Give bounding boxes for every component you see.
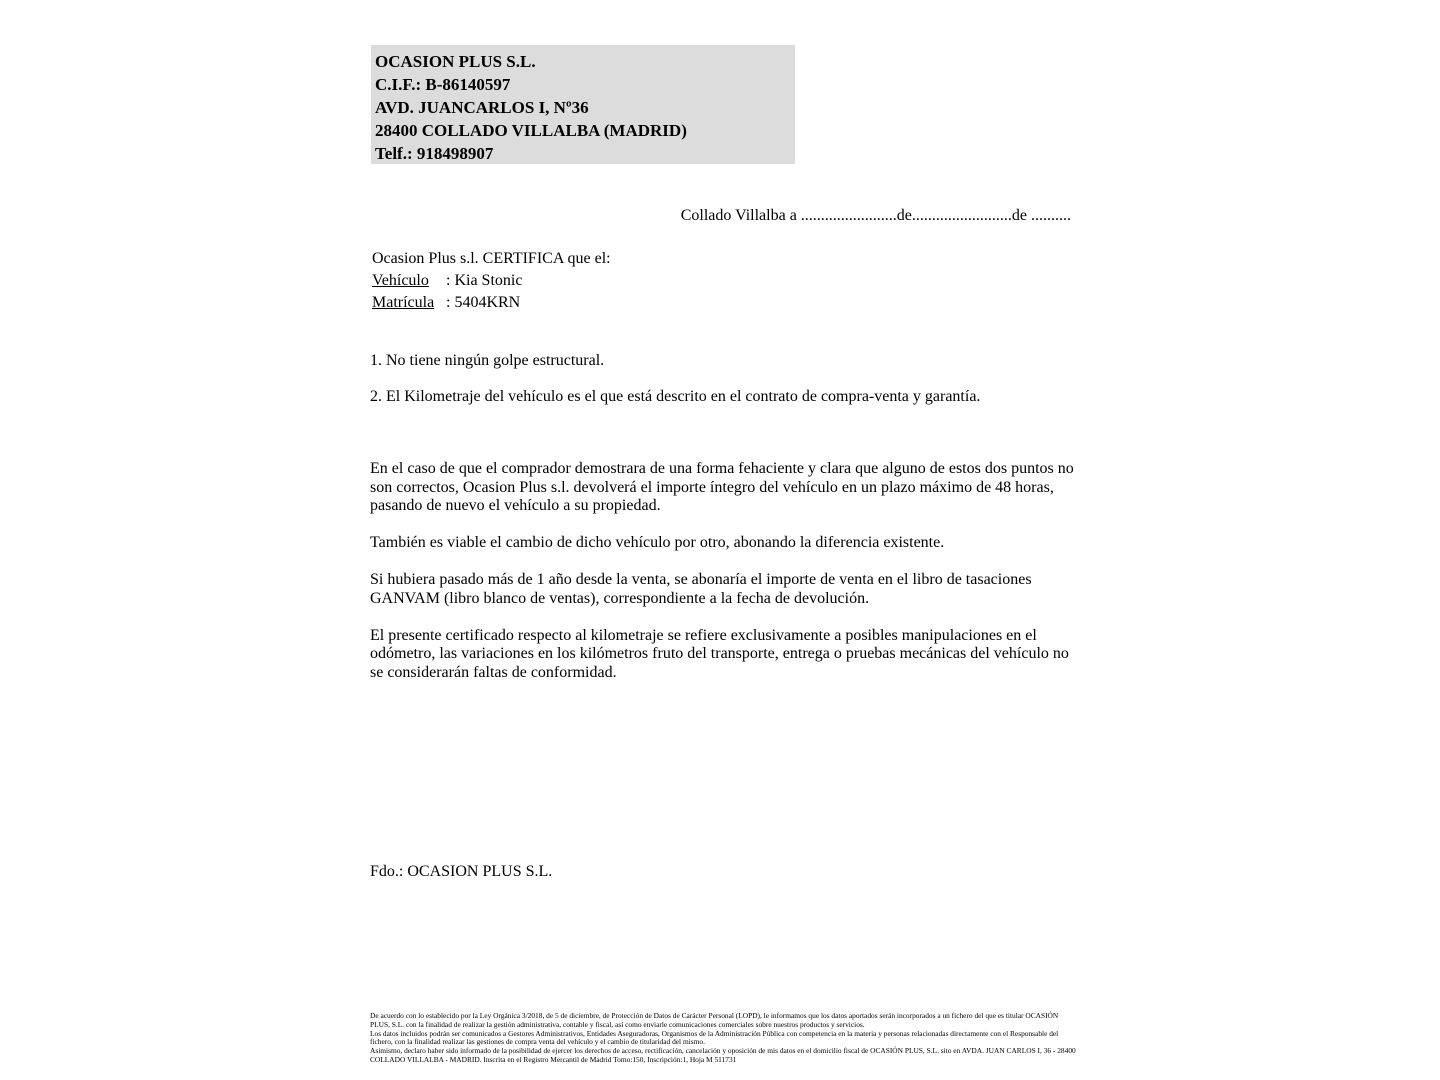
certificate-block [372,248,611,314]
legal-footer [370,1012,1076,1065]
vehicle-label: Vehículo [372,272,429,289]
signature-line: Fdo.: OCASION PLUS S.L. [370,863,553,880]
body-paragraphs [370,460,1076,701]
company-name: OCASION PLUS S.L. [375,52,536,71]
paragraph-odometer: El presente certificado respecto al kilometraje se refiere exclusivamente a posibles manipulaciones en el odómetro, las variaciones en los kilómetros fruto del transporte, entrega o pruebas mecánicas del vehículo no se considerarán faltas de conformidad. [370,626,1069,681]
point-2: 2. El Kilometraje del vehículo es el que está descrito en el contrato de compra-venta y garantía. [370,388,981,405]
vehicle-field [372,270,611,292]
legal-paragraph-data-sharing: Los datos incluidos podrán ser comunicados a Gestores Administrativos, Entidades Aseguradoras, Organismos de la Administración Pública con competencia en la materia y personas relacionadas directamente con el Responsable del fichero, con la finalidad realizar las gestiones de compra venta del vehículo y el cambio de titularidad del mismo. [370,1028,1059,1047]
company-phone: Telf.: 918498907 [375,144,494,163]
paragraph-ganvam: Si hubiera pasado más de 1 año desde la venta, se abonaría el importe de venta en el libro de tasaciones GANVAM (libro blanco de ventas), correspondiente a la fecha de devolución. [370,571,1032,607]
company-header-box [371,45,795,164]
legal-paragraph-rights: Asimismo, declaro haber sido informado de la posibilidad de ejercer los derechos de acceso, rectificación, cancelación y oposición de mis datos en el domicilio fiscal de OCASIÓN PLUS, S.L. sito en AVDA. JUAN CARLOS I, 36 - 28400 COLLADO VILLALBA - MADRID. Inscrita en el Registro Mercantil de Madrid Tomo:150, Inscripción:1, Hoja M 511731 [370,1046,1076,1064]
paragraph-refund: En el caso de que el comprador demostrara de una forma fehaciente y clara que alguno de estos dos puntos no son correctos, Ocasion Plus s.l. devolverá el importe íntegro del vehículo en un plazo máximo de 48 horas, pasando de nuevo el vehículo a su propiedad. [370,460,1074,514]
plate-value: : 5404KRN [446,294,521,311]
date-line: Collado Villalba a ........................de.........................de .......... [680,207,1071,224]
legal-paragraph-lopd: De acuerdo con lo establecido por la Ley Orgánica 3/2018, de 5 de diciembre, de Protección de Datos de Carácter Personal (LOPD), le informamos que los datos aportados serán incorporados a un fichero del que es titular OCASIÓN PLUS, S.L. con la finalidad de realizar la gestión administrativa, contable y fiscal, así como enviarle comunicaciones comerciales sobre nuestros productos y servicios. [370,1011,1059,1029]
certify-intro: Ocasion Plus s.l. CERTIFICA que el: [372,250,611,267]
company-city: 28400 COLLADO VILLALBA (MADRID) [375,121,687,140]
plate-label: Matrícula [372,294,435,311]
plate-field [372,292,611,314]
company-cif: C.I.F.: B-86140597 [375,75,511,94]
certified-points [370,352,1076,424]
vehicle-value: : Kia Stonic [446,272,523,289]
point-1: 1. No tiene ningún golpe estructural. [370,352,605,369]
company-address: AVD. JUANCARLOS I, Nº36 [375,98,589,117]
paragraph-exchange: También es viable el cambio de dicho vehículo por otro, abonando la diferencia existente. [370,534,945,551]
